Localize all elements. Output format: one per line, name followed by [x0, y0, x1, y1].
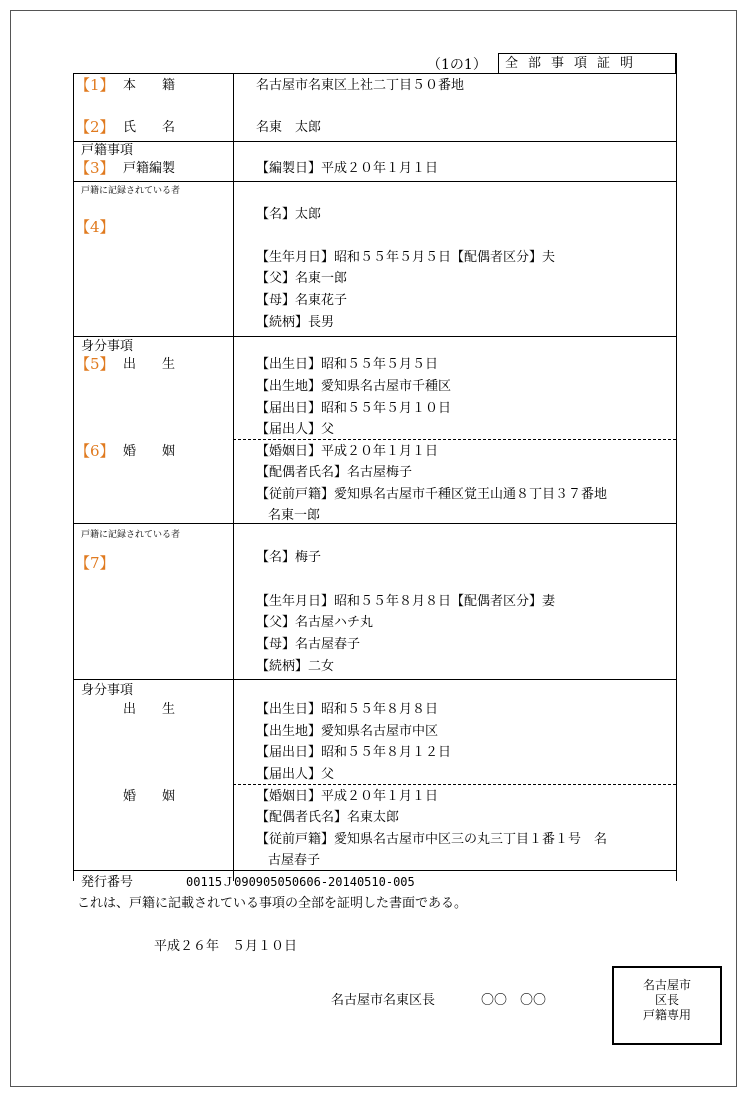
seal-line-2: 区長	[654, 993, 679, 1007]
section-mibun1: 身分事項	[81, 339, 134, 354]
person1-name: 【名】太郎	[256, 207, 322, 222]
issue-number: 00115Ｊ090905050606-20140510-005	[186, 875, 415, 889]
label-koseki-hensei: 戸籍編製	[123, 161, 176, 176]
person2-birth: 【生年月日】昭和５５年８月８日【配偶者区分】妻	[256, 594, 556, 609]
person1-reporter: 【届出人】父	[256, 422, 335, 437]
certificate-page	[10, 10, 737, 1087]
person1-birth-place: 【出生地】愛知県名古屋市千種区	[256, 379, 452, 394]
certification-statement: これは、戸籍に記載されている事項の全部を証明した書面である。	[77, 896, 468, 911]
value-koseki-hensei: 【編製日】平成２０年１月１日	[256, 161, 439, 176]
seal-line-3: 戸籍専用	[642, 1008, 691, 1022]
row-divider-registry	[73, 141, 677, 142]
person1-prev-koseki-cont: 名東一郎	[268, 508, 321, 523]
person2-mother: 【母】名古屋春子	[256, 637, 361, 652]
table-left-border	[73, 73, 74, 881]
item-number-1: 【1】	[75, 76, 115, 94]
person1-relation: 【続柄】長男	[256, 315, 335, 330]
person1-mother: 【母】名東花子	[256, 293, 348, 308]
person2-father: 【父】名古屋ハチ丸	[256, 615, 374, 630]
value-honseki: 名古屋市名東区上社二丁目５０番地	[256, 78, 465, 93]
person2-prev-koseki: 【従前戸籍】愛知県名古屋市中区三の丸三丁目１番１号 名	[256, 832, 608, 847]
label-marriage1: 婚 姻	[123, 444, 176, 459]
table-column-divider	[233, 73, 234, 881]
section-mibun2: 身分事項	[81, 683, 134, 698]
item-number-2: 【2】	[75, 118, 115, 136]
page-number: （1の1）	[427, 57, 487, 73]
issue-number-label: 発行番号	[81, 875, 134, 890]
person1-father: 【父】名東一郎	[256, 271, 348, 286]
person1-prev-koseki: 【従前戸籍】愛知県名古屋市千種区覚王山通８丁目３７番地	[256, 487, 608, 502]
person2-reporter: 【届出人】父	[256, 767, 335, 782]
table-bottom-line	[73, 870, 677, 871]
person2-name: 【名】梅子	[256, 550, 322, 565]
person1-birth-date: 【出生日】昭和５５年５月５日	[256, 357, 439, 372]
row-divider-mibun1	[73, 523, 677, 524]
table-right-border	[676, 53, 677, 881]
label-birth2: 出 生	[123, 702, 176, 717]
item-number-4: 【4】	[75, 218, 115, 236]
person2-report-date: 【届出日】昭和５５年８月１２日	[256, 745, 452, 760]
person2-relation: 【続柄】二女	[256, 659, 335, 674]
person1-birth: 【生年月日】昭和５５年５月５日【配偶者区分】夫	[256, 250, 556, 265]
table-top-line	[73, 73, 677, 74]
section-person1: 戸籍に記録されている者	[81, 186, 181, 196]
item-number-5: 【5】	[75, 355, 115, 373]
person2-birth-date: 【出生日】昭和５５年８月８日	[256, 702, 439, 717]
value-shimei: 名東 太郎	[256, 120, 322, 135]
person2-birth-place: 【出生地】愛知県名古屋市中区	[256, 724, 439, 739]
row-divider-koseki	[73, 181, 677, 182]
certificate-title: 全部事項証明	[498, 53, 676, 74]
row-divider-person1	[73, 336, 677, 337]
person1-marriage-date: 【婚姻日】平成２０年１月１日	[256, 444, 439, 459]
issue-date: 平成２６年 ５月１０日	[154, 939, 298, 954]
item-number-7: 【7】	[75, 554, 115, 572]
item-number-3: 【3】	[75, 159, 115, 177]
label-shimei: 氏 名	[123, 120, 176, 135]
label-honseki: 本 籍	[123, 78, 176, 93]
seal-line-1: 名古屋市	[642, 978, 691, 992]
person2-marriage-date: 【婚姻日】平成２０年１月１日	[256, 789, 439, 804]
section-person2: 戸籍に記録されている者	[81, 530, 181, 540]
person1-spouse: 【配偶者氏名】名古屋梅子	[256, 465, 413, 480]
person1-report-date: 【届出日】昭和５５年５月１０日	[256, 401, 452, 416]
official-seal	[612, 966, 722, 1045]
item-number-6: 【6】	[75, 442, 115, 460]
label-marriage2: 婚 姻	[123, 789, 176, 804]
issuer-name: 〇〇 〇〇	[481, 993, 547, 1008]
person2-prev-koseki-cont: 古屋春子	[268, 853, 321, 868]
section-koseki-jiko: 戸籍事項	[81, 143, 134, 158]
label-birth1: 出 生	[123, 357, 176, 372]
row-divider-person2	[73, 679, 677, 680]
issuer-title: 名古屋市名東区長	[331, 993, 436, 1008]
person2-spouse: 【配偶者氏名】名東太郎	[256, 810, 400, 825]
